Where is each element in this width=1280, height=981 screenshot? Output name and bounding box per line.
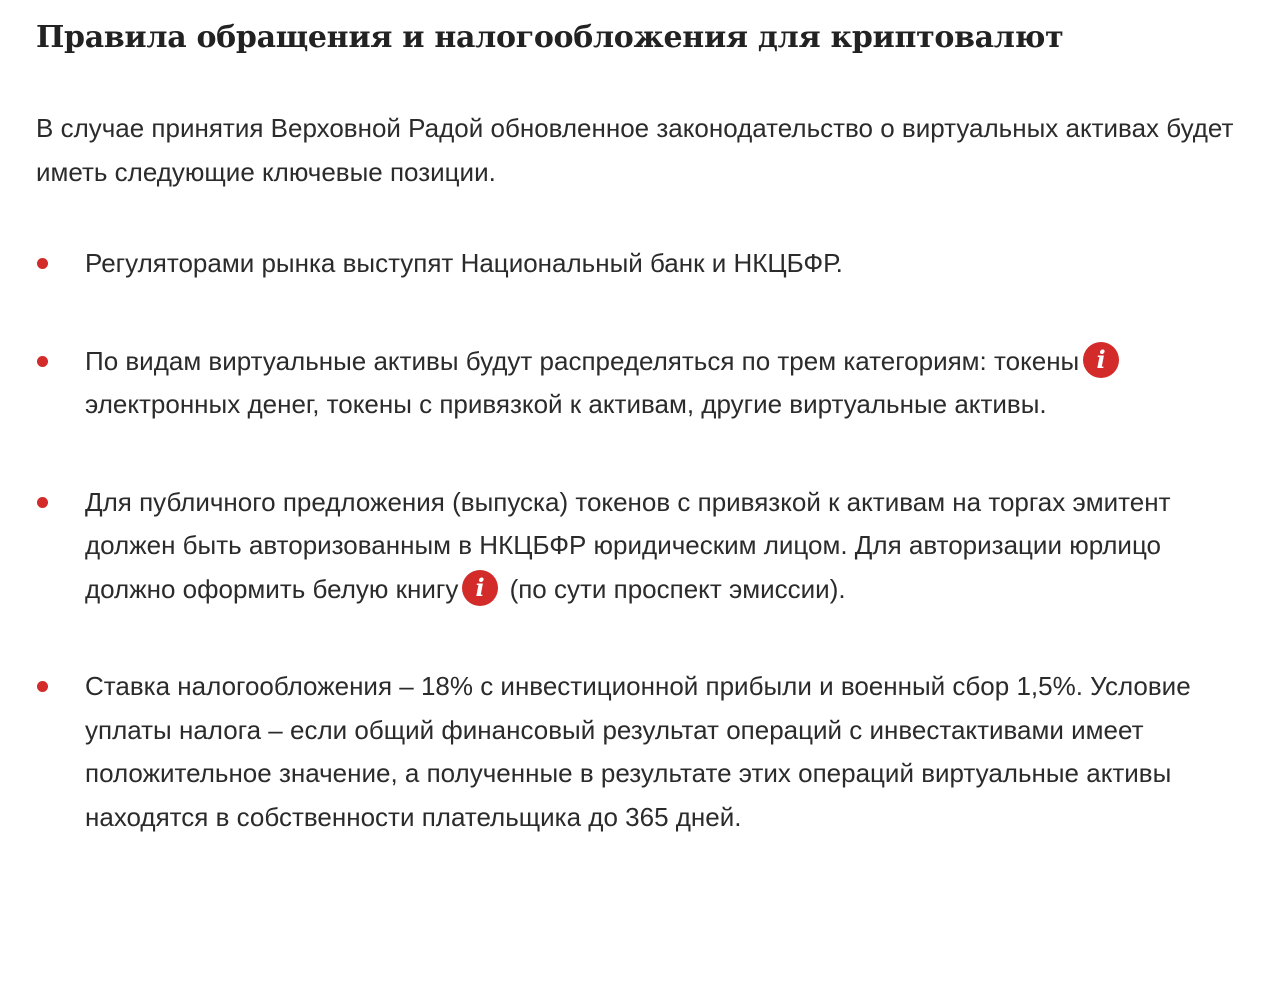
svg-text:i: i (1096, 344, 1106, 374)
info-icon[interactable] (1083, 342, 1119, 378)
article-lead: В случае принятия Верховной Радой обновленное законодательство о виртуальных активах будет иметь следующие ключевые позиции. (36, 113, 1234, 187)
article (36, 0, 1256, 839)
bullet-dot (37, 681, 48, 692)
bullet-dot (37, 258, 48, 269)
bullet-list (36, 242, 1256, 839)
list-item-text: (по сути проспект эмиссии). (502, 573, 846, 604)
list-item (36, 481, 1256, 612)
svg-text:i: i (475, 572, 485, 602)
list-item-text: Для публичного предложения (выпуска) токенов с привязкой к активам на торгах эмитент должен быть авторизованным в НКЦБФР юридическим лицом. Для авторизации юрлицо должно оформить белую книгу (85, 486, 1171, 604)
list-item-text: Регуляторами рынка выступят Национальный банк и НКЦБФР. (85, 248, 843, 278)
bullet-dot (37, 497, 48, 508)
list-item (36, 340, 1256, 427)
article-title: Правила обращения и налогообложения для криптовалют (36, 20, 1064, 55)
bullet-dot (37, 356, 48, 367)
list-item-text: электронных денег, токены с привязкой к активам, другие виртуальные активы. (85, 389, 1047, 419)
info-icon[interactable] (462, 570, 498, 606)
list-item (36, 665, 1256, 839)
list-item (36, 242, 1256, 286)
list-item-text: По видам виртуальные активы будут распределяться по трем категориям: токены (85, 345, 1080, 376)
list-item-text: Ставка налогообложения – 18% с инвестиционной прибыли и военный сбор 1,5%. Условие уплаты налога – если общий финансовый результат операций с инвестактивами имеет положительное значение, а полученные в результате этих операций виртуальные активы находятся в собственности плательщика до 365 дней. (85, 671, 1191, 832)
